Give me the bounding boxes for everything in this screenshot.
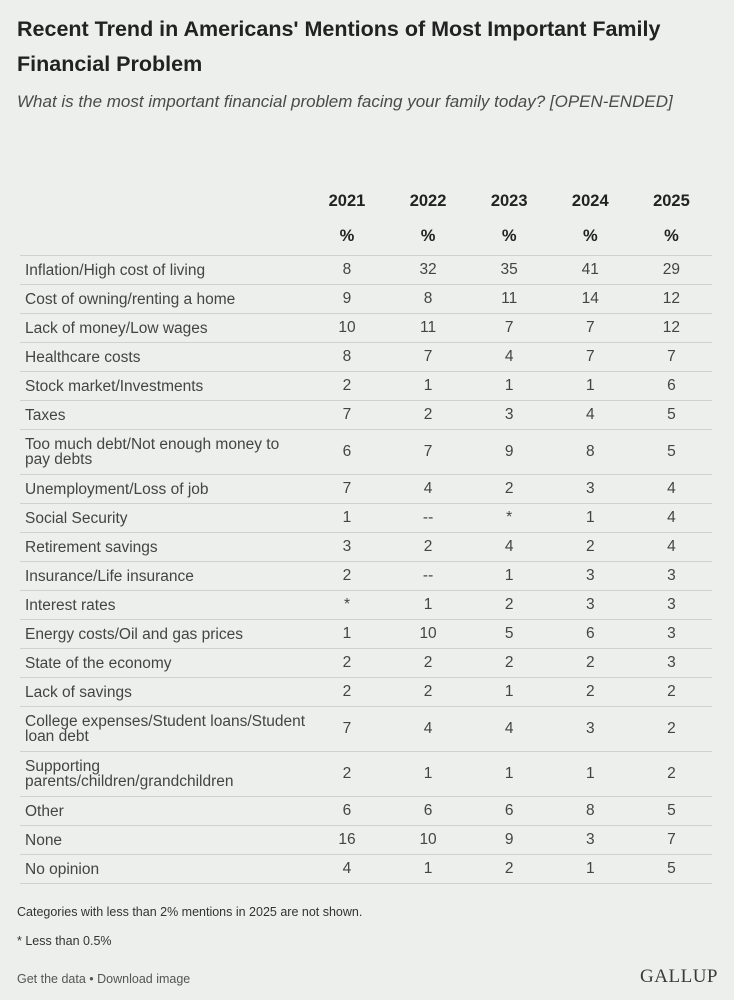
row-value-2022: 10 xyxy=(388,620,469,649)
row-value-2025: 12 xyxy=(631,314,712,343)
row-value-2021: 8 xyxy=(306,343,387,372)
row-value-2023: 11 xyxy=(469,285,550,314)
get-data-link[interactable]: Get the data xyxy=(17,972,86,986)
row-value-2025: 5 xyxy=(631,797,712,826)
table-row xyxy=(20,372,712,401)
row-value-2025: 4 xyxy=(631,533,712,562)
unit-header: % xyxy=(420,226,436,245)
table-row xyxy=(20,707,712,752)
row-value-2024: 1 xyxy=(550,855,631,884)
year-header: 2024 xyxy=(571,191,609,210)
row-value-2022: 11 xyxy=(388,314,469,343)
row-category: Interest rates xyxy=(20,591,306,620)
row-category: Unemployment/Loss of job xyxy=(20,475,306,504)
row-value-2021: 6 xyxy=(306,430,387,475)
row-value-2025: 5 xyxy=(631,855,712,884)
row-value-2021: 7 xyxy=(306,707,387,752)
row-value-2021: 1 xyxy=(306,504,387,533)
row-category: Inflation/High cost of living xyxy=(20,256,306,285)
footer-links xyxy=(17,972,190,986)
row-category: Lack of savings xyxy=(20,678,306,707)
row-value-2025: 3 xyxy=(631,562,712,591)
row-value-2025: 29 xyxy=(631,256,712,285)
year-header: 2021 xyxy=(328,191,366,210)
row-category: Lack of money/Low wages xyxy=(20,314,306,343)
row-value-2022: -- xyxy=(388,504,469,533)
row-value-2021: 2 xyxy=(306,562,387,591)
table-row xyxy=(20,475,712,504)
row-value-2021: 7 xyxy=(306,401,387,430)
row-value-2022: -- xyxy=(388,562,469,591)
row-value-2024: 1 xyxy=(550,752,631,797)
row-value-2025: 2 xyxy=(631,678,712,707)
row-category: Supporting parents/children/grandchildren xyxy=(20,752,306,797)
row-value-2023: 2 xyxy=(469,475,550,504)
row-category: None xyxy=(20,826,306,855)
row-value-2023: 3 xyxy=(469,401,550,430)
row-value-2023: 4 xyxy=(469,343,550,372)
row-value-2022: 10 xyxy=(388,826,469,855)
table-row xyxy=(20,430,712,475)
row-value-2021: 6 xyxy=(306,797,387,826)
footer-separator: • xyxy=(85,972,98,986)
row-value-2023: 9 xyxy=(469,430,550,475)
row-value-2025: 5 xyxy=(631,430,712,475)
row-category: Energy costs/Oil and gas prices xyxy=(20,620,306,649)
trend-table xyxy=(20,185,712,884)
row-value-2023: 5 xyxy=(469,620,550,649)
row-value-2022: 7 xyxy=(388,343,469,372)
row-category: Cost of owning/renting a home xyxy=(20,285,306,314)
row-value-2023: 6 xyxy=(469,797,550,826)
unit-header: % xyxy=(501,226,517,245)
row-category: Taxes xyxy=(20,401,306,430)
chart-title: Recent Trend in Americans' Mentions of Most Important Family Financial Problem xyxy=(17,17,661,76)
row-value-2024: 3 xyxy=(550,591,631,620)
row-value-2021: 8 xyxy=(306,256,387,285)
table-row xyxy=(20,752,712,797)
table-row xyxy=(20,285,712,314)
row-value-2024: 2 xyxy=(550,533,631,562)
row-value-2022: 6 xyxy=(388,797,469,826)
table-row xyxy=(20,314,712,343)
row-value-2022: 1 xyxy=(388,372,469,401)
row-value-2025: 4 xyxy=(631,504,712,533)
table-row xyxy=(20,504,712,533)
table-row xyxy=(20,343,712,372)
row-value-2025: 6 xyxy=(631,372,712,401)
table-row xyxy=(20,620,712,649)
row-value-2025: 7 xyxy=(631,343,712,372)
download-image-link[interactable]: Download image xyxy=(97,972,191,986)
row-value-2025: 7 xyxy=(631,826,712,855)
gallup-logo: GALLUP xyxy=(640,966,718,987)
row-value-2024: 41 xyxy=(550,256,631,285)
row-value-2024: 7 xyxy=(550,314,631,343)
row-value-2023: 4 xyxy=(469,533,550,562)
row-value-2023: 1 xyxy=(469,372,550,401)
row-value-2024: 3 xyxy=(550,475,631,504)
row-value-2024: 8 xyxy=(550,797,631,826)
table-row xyxy=(20,591,712,620)
row-value-2021: 2 xyxy=(306,678,387,707)
row-value-2025: 2 xyxy=(631,752,712,797)
row-category: Social Security xyxy=(20,504,306,533)
row-value-2024: 14 xyxy=(550,285,631,314)
row-value-2022: 2 xyxy=(388,533,469,562)
row-value-2024: 3 xyxy=(550,826,631,855)
row-value-2021: 9 xyxy=(306,285,387,314)
row-value-2023: 2 xyxy=(469,591,550,620)
row-value-2021: 2 xyxy=(306,649,387,678)
row-value-2021: * xyxy=(306,591,387,620)
unit-header: % xyxy=(664,226,679,245)
row-category: No opinion xyxy=(20,855,306,884)
row-value-2022: 1 xyxy=(388,855,469,884)
row-value-2022: 2 xyxy=(388,649,469,678)
row-category: Retirement savings xyxy=(20,533,306,562)
row-value-2025: 3 xyxy=(631,649,712,678)
row-value-2021: 1 xyxy=(306,620,387,649)
row-value-2022: 1 xyxy=(388,591,469,620)
table-row xyxy=(20,855,712,884)
row-category: State of the economy xyxy=(20,649,306,678)
table-row xyxy=(20,533,712,562)
table-row xyxy=(20,678,712,707)
row-value-2021: 3 xyxy=(306,533,387,562)
row-value-2021: 2 xyxy=(306,752,387,797)
year-header: 2023 xyxy=(490,191,528,210)
row-category: Stock market/Investments xyxy=(20,372,306,401)
table-row xyxy=(20,256,712,285)
row-value-2023: 1 xyxy=(469,678,550,707)
row-value-2025: 3 xyxy=(631,620,712,649)
row-value-2022: 2 xyxy=(388,678,469,707)
table-row xyxy=(20,562,712,591)
row-category: Healthcare costs xyxy=(20,343,306,372)
row-value-2024: 3 xyxy=(550,707,631,752)
row-value-2023: * xyxy=(469,504,550,533)
row-value-2023: 9 xyxy=(469,826,550,855)
asterisk-note: * Less than 0.5% xyxy=(17,934,112,948)
row-value-2024: 3 xyxy=(550,562,631,591)
row-value-2024: 2 xyxy=(550,678,631,707)
table-row xyxy=(20,826,712,855)
trend-table-body xyxy=(20,256,712,884)
row-value-2023: 1 xyxy=(469,752,550,797)
row-value-2022: 4 xyxy=(388,707,469,752)
row-value-2023: 2 xyxy=(469,855,550,884)
row-value-2025: 3 xyxy=(631,591,712,620)
unit-header: % xyxy=(339,226,355,245)
row-value-2024: 1 xyxy=(550,372,631,401)
row-value-2023: 35 xyxy=(469,256,550,285)
row-value-2021: 10 xyxy=(306,314,387,343)
row-category: Insurance/Life insurance xyxy=(20,562,306,591)
row-value-2021: 4 xyxy=(306,855,387,884)
row-value-2023: 7 xyxy=(469,314,550,343)
row-value-2023: 4 xyxy=(469,707,550,752)
unit-header-blank xyxy=(20,217,306,256)
row-value-2021: 16 xyxy=(306,826,387,855)
row-value-2024: 6 xyxy=(550,620,631,649)
table-row xyxy=(20,797,712,826)
row-value-2022: 8 xyxy=(388,285,469,314)
row-value-2022: 7 xyxy=(388,430,469,475)
table-row xyxy=(20,649,712,678)
row-value-2024: 8 xyxy=(550,430,631,475)
row-value-2024: 7 xyxy=(550,343,631,372)
row-value-2021: 2 xyxy=(306,372,387,401)
threshold-note: Categories with less than 2% mentions in 2025 are not shown. xyxy=(17,905,363,919)
year-header: 2025 xyxy=(653,191,690,210)
row-value-2023: 1 xyxy=(469,562,550,591)
year-header: 2022 xyxy=(409,191,447,210)
year-header-row xyxy=(20,185,712,217)
row-value-2024: 2 xyxy=(550,649,631,678)
row-value-2022: 1 xyxy=(388,752,469,797)
row-category: College expenses/Student loans/Student loan debt xyxy=(20,707,306,752)
row-value-2021: 7 xyxy=(306,475,387,504)
row-value-2025: 12 xyxy=(631,285,712,314)
row-value-2023: 2 xyxy=(469,649,550,678)
row-value-2025: 2 xyxy=(631,707,712,752)
row-category: Too much debt/Not enough money to pay debts xyxy=(20,430,306,475)
row-value-2022: 4 xyxy=(388,475,469,504)
unit-header: % xyxy=(582,226,598,245)
row-value-2024: 4 xyxy=(550,401,631,430)
unit-header-row xyxy=(20,217,712,256)
table-row xyxy=(20,401,712,430)
row-category: Other xyxy=(20,797,306,826)
chart-subtitle: What is the most important financial problem facing your family today? [OPEN-ENDED] xyxy=(17,92,673,111)
row-value-2025: 5 xyxy=(631,401,712,430)
category-header xyxy=(20,185,306,217)
row-value-2022: 2 xyxy=(388,401,469,430)
row-value-2024: 1 xyxy=(550,504,631,533)
row-value-2025: 4 xyxy=(631,475,712,504)
row-value-2022: 32 xyxy=(388,256,469,285)
